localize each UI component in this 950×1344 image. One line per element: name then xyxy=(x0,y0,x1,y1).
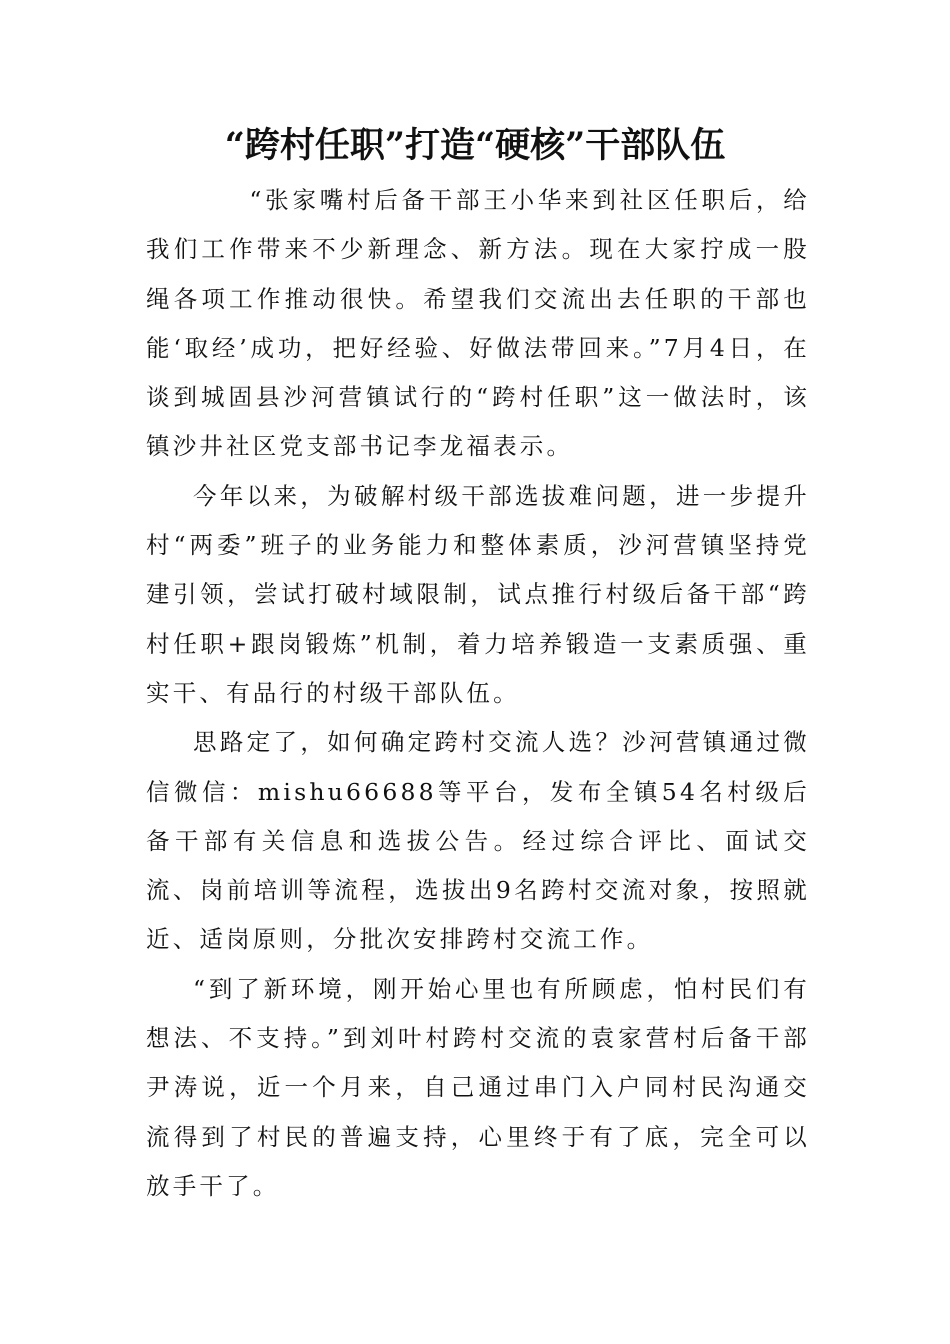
paragraph-2: 今年以来，为破解村级干部选拔难问题，进一步提升村“两委”班子的业务能力和整体素质，沙河营镇坚持党建引领，尝试打破村域限制，试点推行村级后备干部“跨村任职+跟岗锻炼”机制，着力培养锻造一支素质强、重实干、有品行的村级干部队伍。 xyxy=(146,481,810,707)
paragraph-1: “张家嘴村后备干部王小华来到社区任职后，给我们工作带来不少新理念、新方法。现在大家拧成一股绳各项工作推动很快。希望我们交流出去任职的干部也能‘取经’成功，把好经验、好做法带回来。”7月4日，在谈到城固县沙河营镇试行的“跨村任职”这一做法时，该镇沙井社区党支部书记李龙福表示。 xyxy=(146,186,810,461)
paragraph-3: 思路定了，如何确定跨村交流人选？沙河营镇通过微信微信：mishu66688等平台，发布全镇54名村级后备干部有关信息和选拔公告。经过综合评比、面试交流、岗前培训等流程，选拔出9名跨村交流对象，按照就近、适岗原则，分批次安排跨村交流工作。 xyxy=(146,728,810,954)
paragraph-4: “到了新环境，刚开始心里也有所顾虑，怕村民们有想法、不支持。”到刘叶村跨村交流的袁家营村后备干部尹涛说，近一个月来，自己通过串门入户同村民沟通交流得到了村民的普遍支持，心里终于有了底，完全可以放手干了。 xyxy=(146,974,810,1200)
document-title: “跨村任职”打造“硬核”干部队伍 xyxy=(224,125,726,166)
document-body xyxy=(146,176,810,1211)
